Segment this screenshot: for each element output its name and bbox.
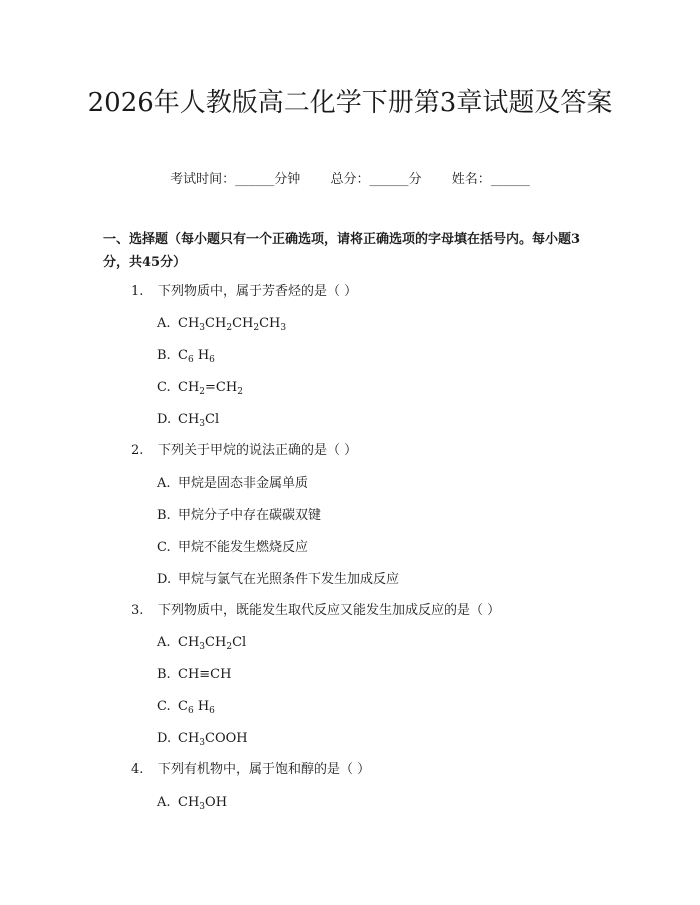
question-3-option-d: D. $CH_3COOH$ bbox=[157, 731, 248, 748]
question-text: 下列物质中，既能发生取代反应又能发生加成反应的是（ ） bbox=[158, 603, 501, 618]
question-number: 2. bbox=[131, 443, 144, 458]
question-1-option-c: C. $CH_2=CH_2$ bbox=[157, 380, 243, 397]
question-3-option-c: C. $C_6$ $H_6$ bbox=[157, 699, 215, 716]
name-label: 姓名： bbox=[451, 172, 491, 187]
question-3-option-b: B. CH≡CH bbox=[157, 667, 232, 682]
total-score-label: 总分： bbox=[330, 172, 370, 187]
question-1-option-a: A. $CH_3CH_2CH_2CH_3$ bbox=[157, 316, 287, 333]
question-4 bbox=[131, 762, 370, 778]
question-3 bbox=[131, 603, 500, 619]
document-title: 2026年人教版高二化学下册第3章试题及答案 bbox=[87, 88, 613, 118]
question-4-option-a: A. $CH_3OH$ bbox=[157, 795, 228, 812]
question-2 bbox=[131, 443, 357, 459]
question-2-option-b: B. 甲烷分子中存在碳碳双键 bbox=[157, 508, 322, 523]
question-text: 下列有机物中，属于饱和醇的是（ ） bbox=[158, 762, 371, 777]
question-number: 3. bbox=[131, 603, 144, 618]
total-score-blank: ______ bbox=[369, 172, 409, 187]
total-score-unit: 分 bbox=[408, 172, 422, 187]
exam-info-line bbox=[0, 168, 700, 187]
question-number: 4. bbox=[131, 762, 144, 777]
question-1-option-d: D. $CH_3Cl$ bbox=[157, 412, 220, 429]
section-heading: 一、选择题（每小题只有一个正确选项，请将正确选项的字母填在括号内。每小题3分，共45分） bbox=[103, 232, 581, 270]
question-1-option-b: B. $C_6$ $H_6$ bbox=[157, 348, 215, 365]
question-text: 下列关于甲烷的说法正确的是（ ） bbox=[158, 443, 358, 458]
question-2-option-a: A. 甲烷是固态非金属单质 bbox=[157, 476, 309, 491]
exam-time-unit: 分钟 bbox=[274, 172, 301, 187]
exam-time-label: 考试时间： bbox=[170, 172, 236, 187]
question-3-option-a: A. $CH_3CH_2Cl$ bbox=[157, 635, 247, 652]
question-2-option-c: C. 甲烷不能发生燃烧反应 bbox=[157, 540, 309, 555]
question-number: 1. bbox=[131, 284, 144, 299]
name-blank: ______ bbox=[490, 172, 530, 187]
question-text: 下列物质中，属于芳香烃的是（ ） bbox=[158, 284, 358, 299]
question-2-option-d: D. 甲烷与氯气在光照条件下发生加成反应 bbox=[157, 572, 400, 587]
question-1 bbox=[131, 284, 357, 300]
exam-time-blank: ______ bbox=[235, 172, 275, 187]
